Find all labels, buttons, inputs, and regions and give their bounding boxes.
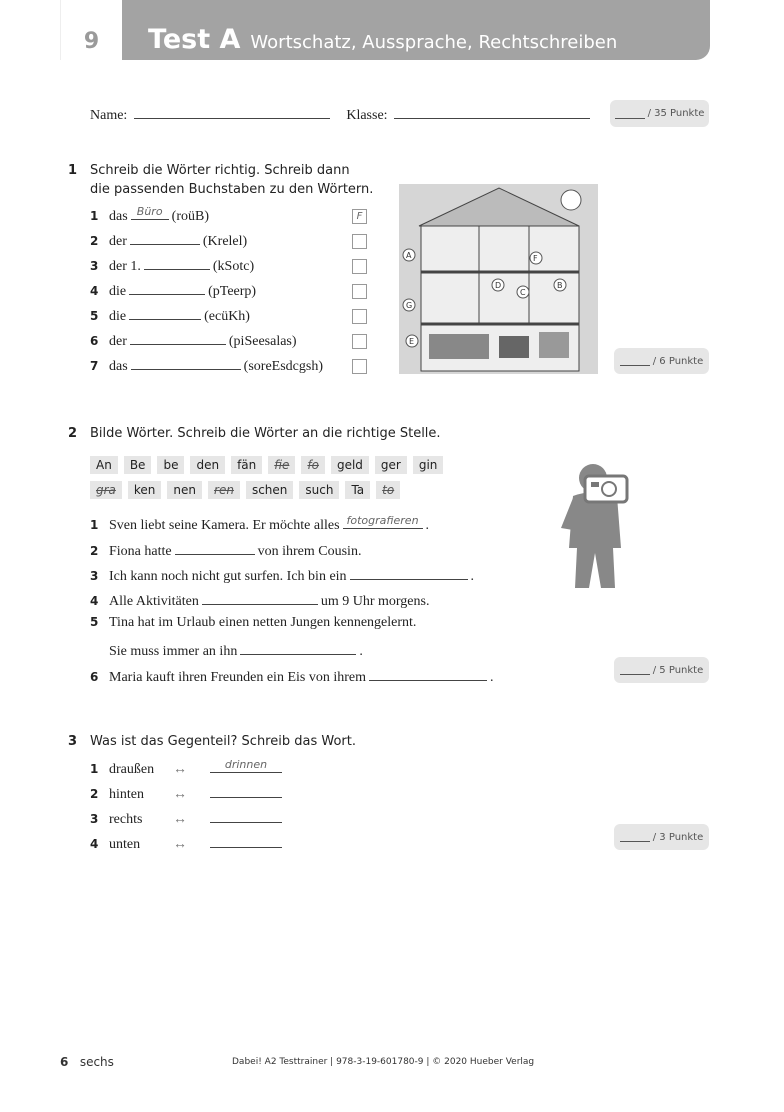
- task3-item: 1 draußen ↔ drinnen: [90, 758, 285, 778]
- syllable-tile: ken: [128, 481, 162, 499]
- svg-text:F: F: [533, 254, 538, 263]
- answer-field[interactable]: [144, 255, 210, 270]
- answer-field[interactable]: [130, 330, 226, 345]
- answer-field[interactable]: [202, 590, 318, 605]
- arrow-icon: ↔: [173, 787, 187, 802]
- page-number: 6 sechs: [60, 1055, 114, 1069]
- answer-field[interactable]: fotografieren: [343, 514, 423, 529]
- task1-item: 3 der 1. (kSotc): [90, 255, 254, 275]
- task1-score-box: / 6 Punkte: [614, 348, 709, 374]
- task1-item: 1 das Büro (roüB): [90, 205, 209, 224]
- arrow-icon: ↔: [173, 837, 187, 852]
- syllable-tile: nen: [167, 481, 202, 499]
- task3-item: 3 rechts ↔: [90, 808, 285, 828]
- syllable-tile: be: [157, 456, 184, 474]
- title-bar: [122, 0, 710, 60]
- syllable-tile: to: [376, 481, 400, 499]
- syllable-tile: Be: [124, 456, 152, 474]
- letter-box[interactable]: [352, 259, 367, 274]
- task2-sentence: 2 Fiona hatte von ihrem Cousin.: [90, 540, 361, 560]
- arrow-icon: ↔: [173, 812, 187, 827]
- syllable-tile: ger: [375, 456, 407, 474]
- answer-field[interactable]: [131, 355, 241, 370]
- task2-sentence: 1 Sven liebt seine Kamera. Er möchte alles fotografieren .: [90, 514, 430, 533]
- class-label: Klasse:: [346, 108, 388, 123]
- answer-field[interactable]: [129, 280, 205, 295]
- syllable-row-1: [90, 456, 443, 474]
- task1-item: 5 die (ecüKh): [90, 305, 250, 325]
- class-field[interactable]: [394, 104, 590, 119]
- syllable-tile: fie: [268, 456, 295, 474]
- answer-field[interactable]: [210, 783, 282, 798]
- task2-sentence: 6 Maria kauft ihren Freunden ein Eis von ihrem .: [90, 666, 493, 686]
- test-subtitle: Wortschatz, Aussprache, Rechtschreiben: [250, 32, 618, 53]
- syllable-tile: such: [299, 481, 339, 499]
- arrow-icon: ↔: [173, 762, 187, 777]
- syllable-tile: ren: [208, 481, 240, 499]
- answer-field[interactable]: [210, 833, 282, 848]
- task3-score-box: / 3 Punkte: [614, 824, 709, 850]
- total-score-box: / 35 Punkte: [610, 100, 709, 127]
- syllable-row-2: [90, 481, 400, 499]
- test-title: Test A: [148, 24, 241, 55]
- answer-field[interactable]: [210, 808, 282, 823]
- task2-score-box: / 5 Punkte: [614, 657, 709, 683]
- letter-box[interactable]: [352, 284, 367, 299]
- answer-field[interactable]: [175, 540, 255, 555]
- task1-heading: 1 Schreib die Wörter richtig. Schreib dann die passenden Buchstaben zu den Wörtern.: [68, 163, 374, 197]
- svg-text:D: D: [495, 281, 502, 290]
- task2-sentence: Sie muss immer an ihn .: [90, 640, 363, 660]
- task1-item: 4 die (pTeerp): [90, 280, 256, 300]
- letter-box[interactable]: [352, 234, 367, 249]
- answer-field[interactable]: [130, 230, 200, 245]
- syllable-tile: fo: [301, 456, 325, 474]
- task1-item: 2 der (Krelel): [90, 230, 247, 250]
- task3-item: 2 hinten ↔: [90, 783, 285, 803]
- answer-field[interactable]: [350, 565, 468, 580]
- unit-number: 9: [60, 0, 122, 60]
- task2-sentence: 4 Alle Aktivitäten um 9 Uhr morgens.: [90, 590, 429, 610]
- answer-field[interactable]: [129, 305, 201, 320]
- task2-sentence: 3 Ich kann noch nicht gut surfen. Ich bin ein .: [90, 565, 474, 585]
- syllable-tile: An: [90, 456, 118, 474]
- task1-item: 6 der (piSeesalas): [90, 330, 297, 350]
- footer-credit: Dabei! A2 Testtrainer | 978-3-19-601780-9 | © 2020 Hueber Verlag: [232, 1057, 535, 1067]
- task3-item: 4 unten ↔: [90, 833, 285, 853]
- letter-box[interactable]: F: [352, 209, 367, 224]
- syllable-tile: gra: [90, 481, 122, 499]
- name-row: [90, 104, 593, 124]
- letter-box[interactable]: [352, 359, 367, 374]
- task2-sentence: 5 Tina hat im Urlaub einen netten Jungen kennengelernt.: [90, 615, 417, 630]
- syllable-tile: geld: [331, 456, 369, 474]
- house-illustration: [399, 184, 598, 374]
- letter-box[interactable]: [352, 334, 367, 349]
- task3-heading: 3 Was ist das Gegenteil? Schreib das Wort.: [68, 734, 356, 749]
- name-label: Name:: [90, 108, 128, 123]
- syllable-tile: Ta: [345, 481, 370, 499]
- syllable-tile: den: [190, 456, 225, 474]
- answer-field[interactable]: [240, 640, 356, 655]
- answer-field[interactable]: [369, 666, 487, 681]
- name-field[interactable]: [134, 104, 330, 119]
- svg-text:A: A: [406, 251, 412, 260]
- svg-text:E: E: [409, 337, 415, 346]
- answer-field[interactable]: Büro: [131, 205, 169, 220]
- svg-text:B: B: [557, 281, 563, 290]
- svg-text:C: C: [520, 288, 526, 297]
- syllable-tile: fän: [231, 456, 262, 474]
- syllable-tile: gin: [413, 456, 444, 474]
- task2-heading: 2 Bilde Wörter. Schreib die Wörter an die richtige Stelle.: [68, 426, 441, 441]
- task1-item: 7 das (soreEsdcgsh): [90, 355, 323, 375]
- svg-text:G: G: [406, 301, 413, 310]
- syllable-tile: schen: [246, 481, 293, 499]
- answer-field[interactable]: drinnen: [210, 758, 282, 773]
- photographer-illustration: [555, 458, 645, 590]
- letter-box[interactable]: [352, 309, 367, 324]
